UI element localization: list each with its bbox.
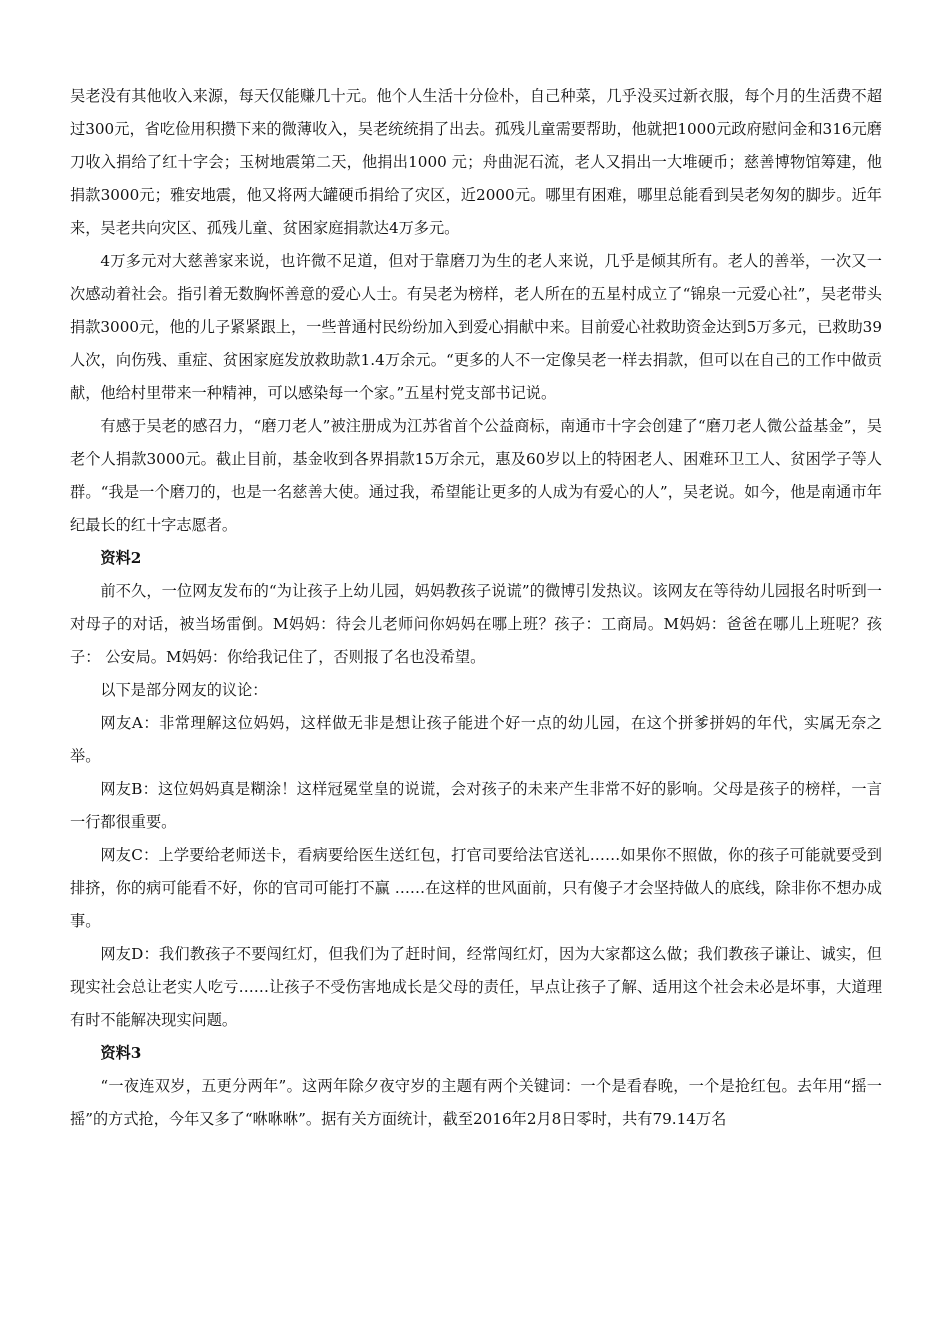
paragraph-1: 吴老没有其他收入来源，每天仅能赚几十元。他个人生活十分俭朴，自己种菜，几乎没买过新衣服，每个月的生活费不超过300元，省吃俭用积攒下来的微薄收入，吴老统统捐了出去。孤残儿童需要帮助，他就把1000元政府慰问金和316元磨刀收入捐给了红十字会；玉树地震第二天，他捐出1000 元；舟曲泥石流，老人又捐出一大堆硬币；慈善博物馆筹建，他捐款3000元；雅安地震，他又将两大罐硬币捐给了灾区，近2000元。哪里有困难，哪里总能看到吴老匆匆的脚步。近年来，吴老共向灾区、孤残儿童、贫困家庭捐款达4万多元。 [70, 87, 882, 237]
document-page [70, 80, 882, 1136]
paragraph-5: 以下是部分网友的议论： [100, 681, 268, 699]
section-heading-material-2: 资料2 [100, 549, 142, 567]
paragraph-2: 4万多元对大慈善家来说，也许微不足道，但对于靠磨刀为生的老人来说，几乎是倾其所有。老人的善举，一次又一次感动着社会。指引着无数胸怀善意的爱心人士。有吴老为榜样，老人所在的五星村成立了“锦泉一元爱心社”，吴老带头捐款3000元，他的儿子紧紧跟上，一些普通村民纷纷加入到爱心捐献中来。目前爱心社救助资金达到5万多元，已救助39人次，向伤残、重症、贫困家庭发放救助款1.4万余元。“更多的人不一定像吴老一样去捐款，但可以在自己的工作中做贡献，他给村里带来一种精神，可以感染每一个家。”五星村党支部书记说。 [70, 252, 882, 402]
paragraph-6: “一夜连双岁，五更分两年”。这两年除夕夜守岁的主题有两个关键词：一个是看春晚，一个是抢红包。去年用“摇一摇”的方式抢，今年又多了“咻咻咻”。据有关方面统计，截至2016年2月8日零时，共有79.14万名 [70, 1077, 882, 1128]
netizen-comment-c: 网友C：上学要给老师送卡，看病要给医生送红包，打官司要给法官送礼……如果你不照做，你的孩子可能就要受到排挤，你的病可能看不好，你的官司可能打不赢 ……在这样的世风面前，只有傻子才会坚持做人的底线，除非你不想办成事。 [70, 846, 882, 930]
netizen-comment-a: 网友A：非常理解这位妈妈，这样做无非是想让孩子能进个好一点的幼儿园，在这个拼爹拼妈的年代，实属无奈之举。 [70, 714, 882, 765]
netizen-comment-d: 网友D：我们教孩子不要闯红灯，但我们为了赶时间，经常闯红灯，因为大家都这么做；我们教孩子谦让、诚实，但现实社会总让老实人吃亏……让孩子不受伤害地成长是父母的责任，早点让孩子了解、适用这个社会未必是坏事，大道理有时不能解决现实问题。 [70, 945, 882, 1029]
netizen-comment-b: 网友B：这位妈妈真是糊涂！这样冠冕堂皇的说谎，会对孩子的未来产生非常不好的影响。父母是孩子的榜样，一言一行都很重要。 [70, 780, 882, 831]
paragraph-4: 前不久，一位网友发布的“为让孩子上幼儿园，妈妈教孩子说谎”的微博引发热议。该网友在等待幼儿园报名时听到一对母子的对话，被当场雷倒。M妈妈：待会儿老师问你妈妈在哪上班？孩子：工商局。M妈妈：爸爸在哪儿上班呢？孩子： 公安局。M妈妈：你给我记住了，否则报了名也没希望。 [70, 582, 882, 666]
paragraph-3: 有感于吴老的感召力，“磨刀老人”被注册成为江苏省首个公益商标，南通市十字会创建了“磨刀老人微公益基金”，吴老个人捐款3000元。截止目前，基金收到各界捐款15万余元，惠及60岁以上的特困老人、困难环卫工人、贫困学子等人群。“我是一个磨刀的，也是一名慈善大使。通过我，希望能让更多的人成为有爱心的人”，吴老说。如今，他是南通市年纪最长的红十字志愿者。 [70, 417, 882, 534]
section-heading-material-3: 资料3 [100, 1044, 142, 1062]
